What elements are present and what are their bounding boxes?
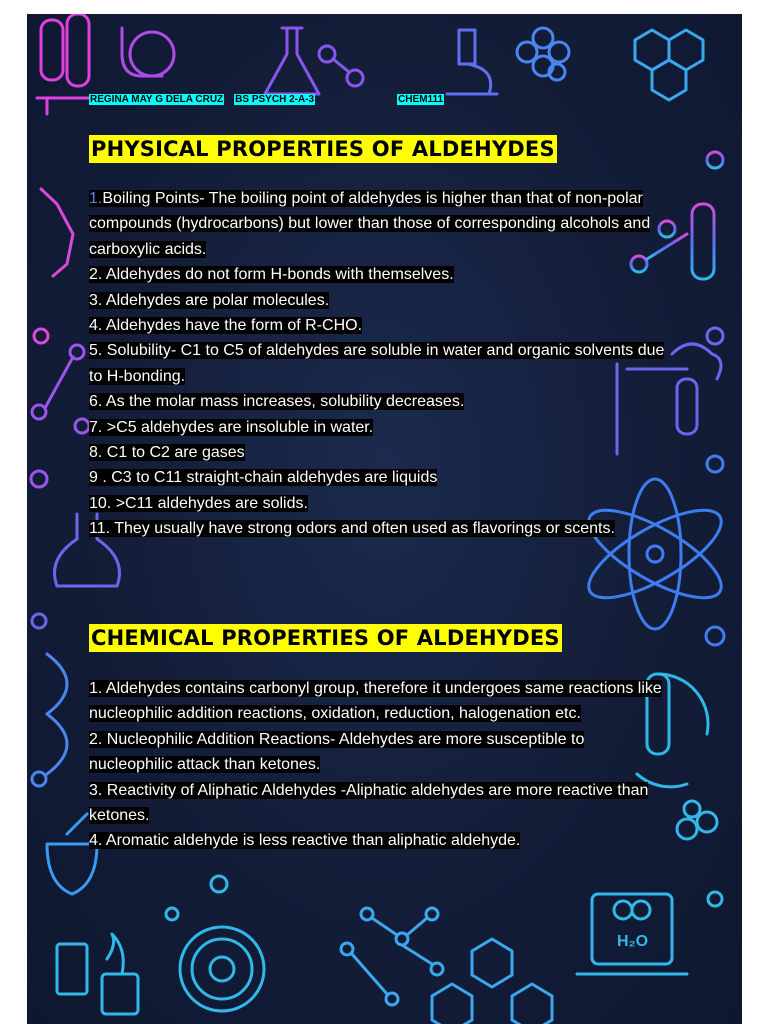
- physical-item: 2. Aldehydes do not form H-bonds with themselves.: [89, 266, 454, 284]
- physical-item: 5. Solubility- C1 to C5 of aldehydes are soluble in water and organic solvents due to H-bonding.: [89, 342, 665, 385]
- physical-item: 11. They usually have strong odors and often used as flavorings or scents.: [89, 520, 615, 538]
- physical-item: 4. Aldehydes have the form of R-CHO.: [89, 317, 363, 335]
- chemical-item: 1. Aldehydes contains carbonyl group, therefore it undergoes same reactions like nucleophilic addition reactions, oxidation, reduction, halogenation etc.: [89, 680, 662, 723]
- physical-item: 9 . C3 to C11 straight-chain aldehydes are liquids: [89, 469, 438, 487]
- physical-item: 10. >C11 aldehydes are solids.: [89, 494, 308, 512]
- physical-item-1-text: Boiling Points- The boiling point of aldehydes is higher than that of non-polar compounds (hydrocarbons) but lower than those of corresponding alcohols and carboxylic acids.: [89, 190, 651, 258]
- physical-item-1-number: 1.: [89, 190, 103, 207]
- student-name: REGINA MAY G DELA CRUZ: [90, 94, 224, 105]
- chemical-item: 4. Aromatic aldehyde is less reactive than aliphatic aldehyde.: [89, 832, 521, 850]
- chemical-properties-list: [89, 676, 669, 854]
- chemical-item: 2. Nucleophilic Addition Reactions- Aldehydes are more susceptible to nucleophilic attack than ketones.: [89, 730, 585, 774]
- course-code: CHEM111: [398, 94, 444, 105]
- program-section: BS PSYCH 2-A-3: [235, 94, 315, 105]
- physical-item: 8. C1 to C2 are gases: [89, 444, 245, 462]
- physical-properties-list: [89, 186, 669, 542]
- h2o-label: H₂O: [617, 933, 649, 950]
- chemical-properties-title: CHEMICAL PROPERTIES OF ALDEHYDES: [91, 626, 560, 650]
- physical-item: 3. Aldehydes are polar molecules.: [89, 291, 330, 309]
- document-page: [27, 14, 742, 1024]
- physical-item: 6. As the molar mass increases, solubility decreases.: [89, 393, 465, 411]
- chemical-item: 3. Reactivity of Aliphatic Aldehydes -Aliphatic aldehydes are more reactive than ketones.: [89, 781, 649, 825]
- student-header: [89, 94, 444, 105]
- physical-item: 7. >C5 aldehydes are insoluble in water.: [89, 418, 374, 436]
- physical-properties-title: PHYSICAL PROPERTIES OF ALDEHYDES: [91, 137, 555, 161]
- physical-item-1: [89, 190, 650, 258]
